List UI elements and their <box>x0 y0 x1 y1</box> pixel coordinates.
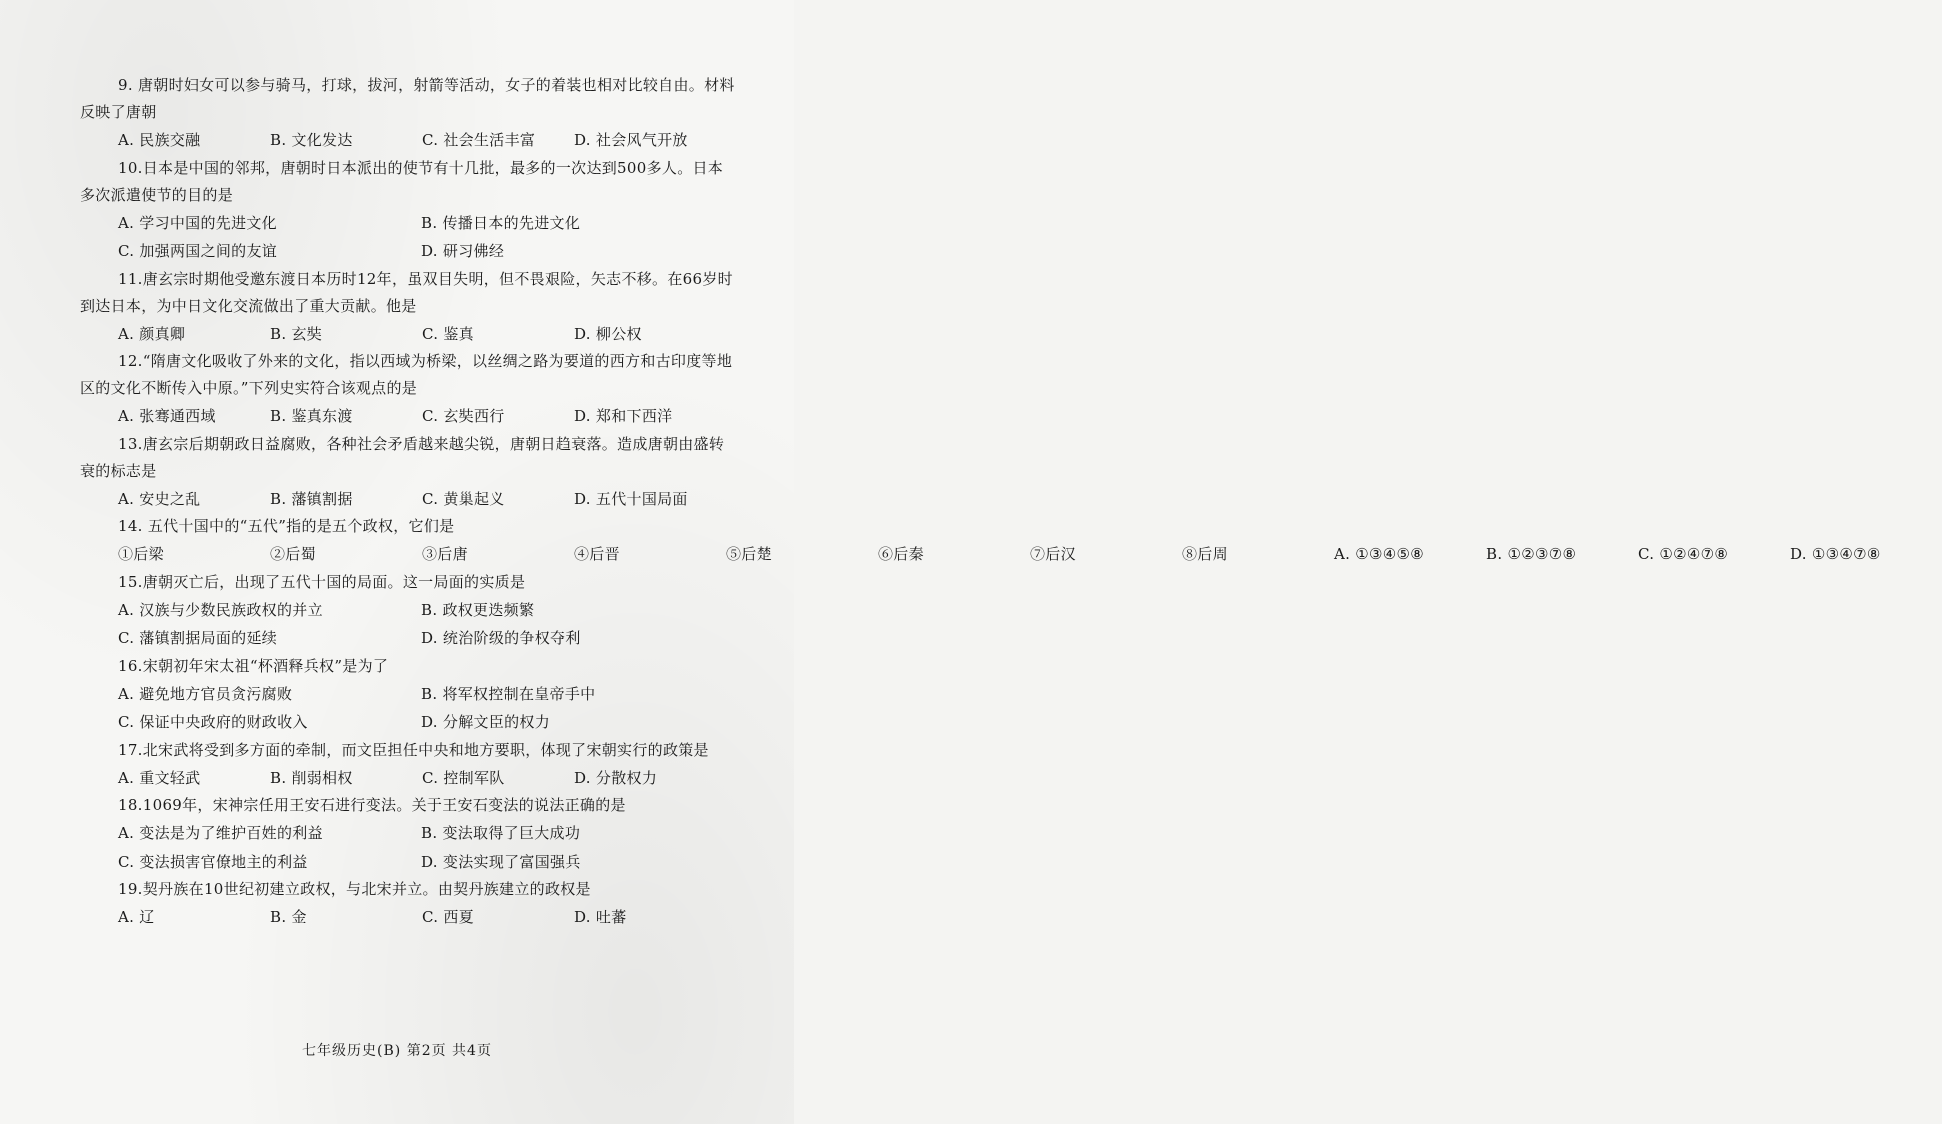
answer-option: A. 辽 <box>118 908 155 926</box>
options-group <box>118 126 738 155</box>
answer-option: B. 削弱相权 <box>270 768 353 787</box>
answer-option: D. 社会风气开放 <box>574 131 688 149</box>
question-block <box>118 513 1881 569</box>
question-block <box>118 876 738 932</box>
answer-option: B. 金 <box>270 908 307 926</box>
answer-option: B. 变法取得了巨大成功 <box>421 824 581 842</box>
options-group <box>118 903 738 932</box>
answer-option: C. 变法损害官僚地主的利益 <box>118 852 308 871</box>
options-group <box>118 209 738 266</box>
question-block <box>80 266 738 349</box>
options-group <box>118 680 738 737</box>
question-block <box>80 348 738 431</box>
answer-option: B. 文化发达 <box>270 131 353 149</box>
options-group <box>118 540 1881 569</box>
answer-option: D. 统治阶级的争权夺利 <box>421 629 581 647</box>
options-group <box>118 764 738 793</box>
answer-option: ②后蜀 <box>270 545 316 563</box>
answer-option: ⑧后周 <box>1182 545 1228 563</box>
answer-option: A. 变法是为了维护百姓的利益 <box>118 824 323 842</box>
answer-option: B. 将军权控制在皇帝手中 <box>421 684 596 703</box>
answer-option: C. 藩镇割据局面的延续 <box>118 629 278 647</box>
options-group <box>118 402 738 431</box>
answer-option: C. 控制军队 <box>422 768 505 787</box>
answer-option: C. 西夏 <box>422 908 474 926</box>
options-group <box>118 596 738 653</box>
answer-option: A. 张骞通西域 <box>118 407 216 425</box>
answer-option: C. 社会生活丰富 <box>422 131 536 149</box>
question-stem: 14. 五代十国中的“五代”指的是五个政权，它们是 <box>118 517 455 535</box>
answer-option: A. 颜真卿 <box>118 324 186 343</box>
question-block <box>118 792 738 876</box>
answer-option: D. 郑和下西洋 <box>574 407 673 425</box>
question-list <box>80 72 1881 932</box>
answer-option: A. 避免地方官员贪污腐败 <box>118 684 293 703</box>
answer-option: ④后晋 <box>574 545 620 563</box>
options-group <box>118 485 738 514</box>
question-stem: 19.契丹族在10世纪初建立政权，与北宋并立。由契丹族建立的政权是 <box>118 880 591 898</box>
answer-option: B. 鉴真东渡 <box>270 407 353 425</box>
answer-option: A. ①③④⑤⑧ <box>1334 545 1425 563</box>
question-block <box>80 72 738 155</box>
question-stem: 9. 唐朝时妇女可以参与骑马，打球，拔河，射箭等活动，女子的着装也相对比较自由。材料反映了唐朝 <box>80 76 735 121</box>
question-block <box>80 155 738 266</box>
answer-option: A. 学习中国的先进文化 <box>118 213 277 232</box>
answer-option: C. 加强两国之间的友谊 <box>118 242 278 260</box>
question-stem: 17.北宋武将受到多方面的牵制，而文臣担任中央和地方要职，体现了宋朝实行的政策是 <box>118 740 709 759</box>
answer-option: ①后梁 <box>118 545 164 563</box>
answer-option: D. 变法实现了富国强兵 <box>421 852 581 871</box>
answer-option: D. 分解文臣的权力 <box>421 713 551 731</box>
question-block <box>118 653 738 737</box>
answer-option: B. 传播日本的先进文化 <box>421 213 581 232</box>
question-stem: 11.唐玄宗时期他受邀东渡日本历时12年，虽双目失明，但不畏艰险，矢志不移。在66岁时到达日本，为中日文化交流做出了重大贡献。他是 <box>80 269 733 315</box>
question-stem: 10.日本是中国的邻邦，唐朝时日本派出的使节有十几批，最多的一次达到500多人。日本多次派遣使节的目的是 <box>80 158 724 204</box>
answer-option: D. 分散权力 <box>574 768 658 787</box>
answer-option: B. ①②③⑦⑧ <box>1486 545 1577 563</box>
answer-option: C. 鉴真 <box>422 324 474 343</box>
answer-option: C. 玄奘西行 <box>422 407 505 425</box>
answer-option: C. ①②④⑦⑧ <box>1638 545 1729 563</box>
options-group <box>118 320 738 349</box>
answer-option: C. 保证中央政府的财政收入 <box>118 713 308 731</box>
answer-option: D. ①③④⑦⑧ <box>1790 545 1881 563</box>
options-group <box>118 819 738 876</box>
answer-option: A. 民族交融 <box>118 131 201 149</box>
answer-option: ③后唐 <box>422 545 468 563</box>
question-stem: 13.唐玄宗后期朝政日益腐败，各种社会矛盾越来越尖锐，唐朝日趋衰落。造成唐朝由盛转衰的标志是 <box>80 434 725 480</box>
answer-option: B. 藩镇割据 <box>270 489 353 508</box>
answer-option: D. 柳公权 <box>574 324 642 343</box>
question-stem: 15.唐朝灭亡后，出现了五代十国的局面。这一局面的实质是 <box>118 572 526 591</box>
answer-option: ⑥后秦 <box>878 545 924 563</box>
answer-option: B. 玄奘 <box>270 324 323 343</box>
answer-option: D. 研习佛经 <box>421 242 505 260</box>
page-footer: 七年级历史(B) 第2页 共4页 <box>302 1043 492 1059</box>
answer-option: ⑦后汉 <box>1030 545 1076 563</box>
answer-option: A. 安史之乱 <box>118 489 201 508</box>
question-block <box>80 431 738 514</box>
answer-option: D. 吐蕃 <box>574 908 627 926</box>
question-stem: 18.1069年，宋神宗任用王安石进行变法。关于王安石变法的说法正确的是 <box>118 796 626 814</box>
answer-option: B. 政权更迭频繁 <box>421 600 535 619</box>
question-block <box>118 569 738 653</box>
answer-option: ⑤后楚 <box>726 545 772 563</box>
answer-option: A. 重文轻武 <box>118 768 201 787</box>
answer-option: D. 五代十国局面 <box>574 489 688 508</box>
question-stem: 12.“隋唐文化吸收了外来的文化，指以西域为桥梁，以丝绸之路为要道的西方和古印度等地区的文化不断传入中原。”下列史实符合该观点的是 <box>80 352 733 397</box>
question-stem: 16.宋朝初年宋太祖“杯酒释兵权”是为了 <box>118 656 389 675</box>
answer-option: A. 汉族与少数民族政权的并立 <box>118 600 323 619</box>
question-block <box>118 737 738 793</box>
answer-option: C. 黄巢起义 <box>422 489 505 508</box>
